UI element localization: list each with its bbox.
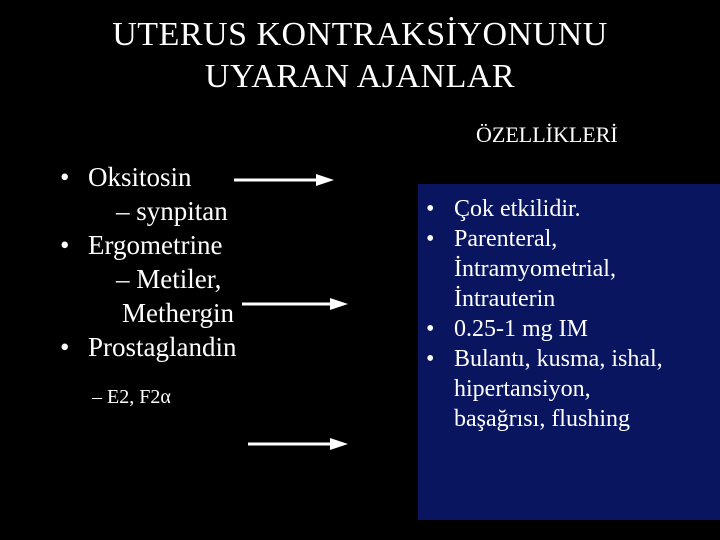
agent-sub-label: – Metiler, <box>116 264 222 294</box>
bullet-icon: • <box>60 332 70 362</box>
properties-list <box>426 194 716 434</box>
agent-sub-label: Methergin <box>122 298 234 328</box>
agent-sub-label: – E2, F2α <box>92 386 171 408</box>
property-item <box>426 224 716 314</box>
bullet-icon: • <box>60 162 70 192</box>
property-text: başağrısı, flushing <box>454 406 630 432</box>
agent-label: Oksitosin <box>88 162 192 192</box>
bullet-icon: • <box>426 196 435 222</box>
property-text: Bulantı, kusma, ishal, <box>454 346 663 372</box>
property-item <box>426 344 716 434</box>
property-text: İntramyometrial, <box>454 256 616 282</box>
property-text: Çok etkilidir. <box>454 196 581 222</box>
agent-item-oksitosin <box>60 160 400 228</box>
property-item <box>426 314 716 344</box>
arrow-right-icon <box>246 436 350 452</box>
title-line-1: UTERUS KONTRAKSİYONUNU <box>112 16 608 53</box>
bullet-icon: • <box>426 226 435 252</box>
slide-title <box>0 14 720 98</box>
agent-sub-label: – synpitan <box>116 196 228 226</box>
property-text: İntrauterin <box>454 286 556 312</box>
property-text: Parenteral, <box>454 226 558 252</box>
bullet-icon: • <box>426 346 435 372</box>
properties-label: ÖZELLİKLERİ <box>476 122 618 147</box>
arrow-right-icon <box>232 172 336 188</box>
property-item <box>426 194 716 224</box>
bullet-icon: • <box>426 316 435 342</box>
agent-item-prostaglandin <box>60 330 400 412</box>
bullet-icon: • <box>60 230 70 260</box>
agent-label: Ergometrine <box>88 230 223 260</box>
agent-item-ergometrine <box>60 228 400 330</box>
agent-list <box>60 160 400 412</box>
arrow-right-icon <box>240 296 350 312</box>
property-text: 0.25-1 mg IM <box>454 316 588 342</box>
property-text: hipertansiyon, <box>454 376 591 402</box>
title-line-2: UYARAN AJANLAR <box>204 58 516 95</box>
agent-label: Prostaglandin <box>88 332 237 362</box>
